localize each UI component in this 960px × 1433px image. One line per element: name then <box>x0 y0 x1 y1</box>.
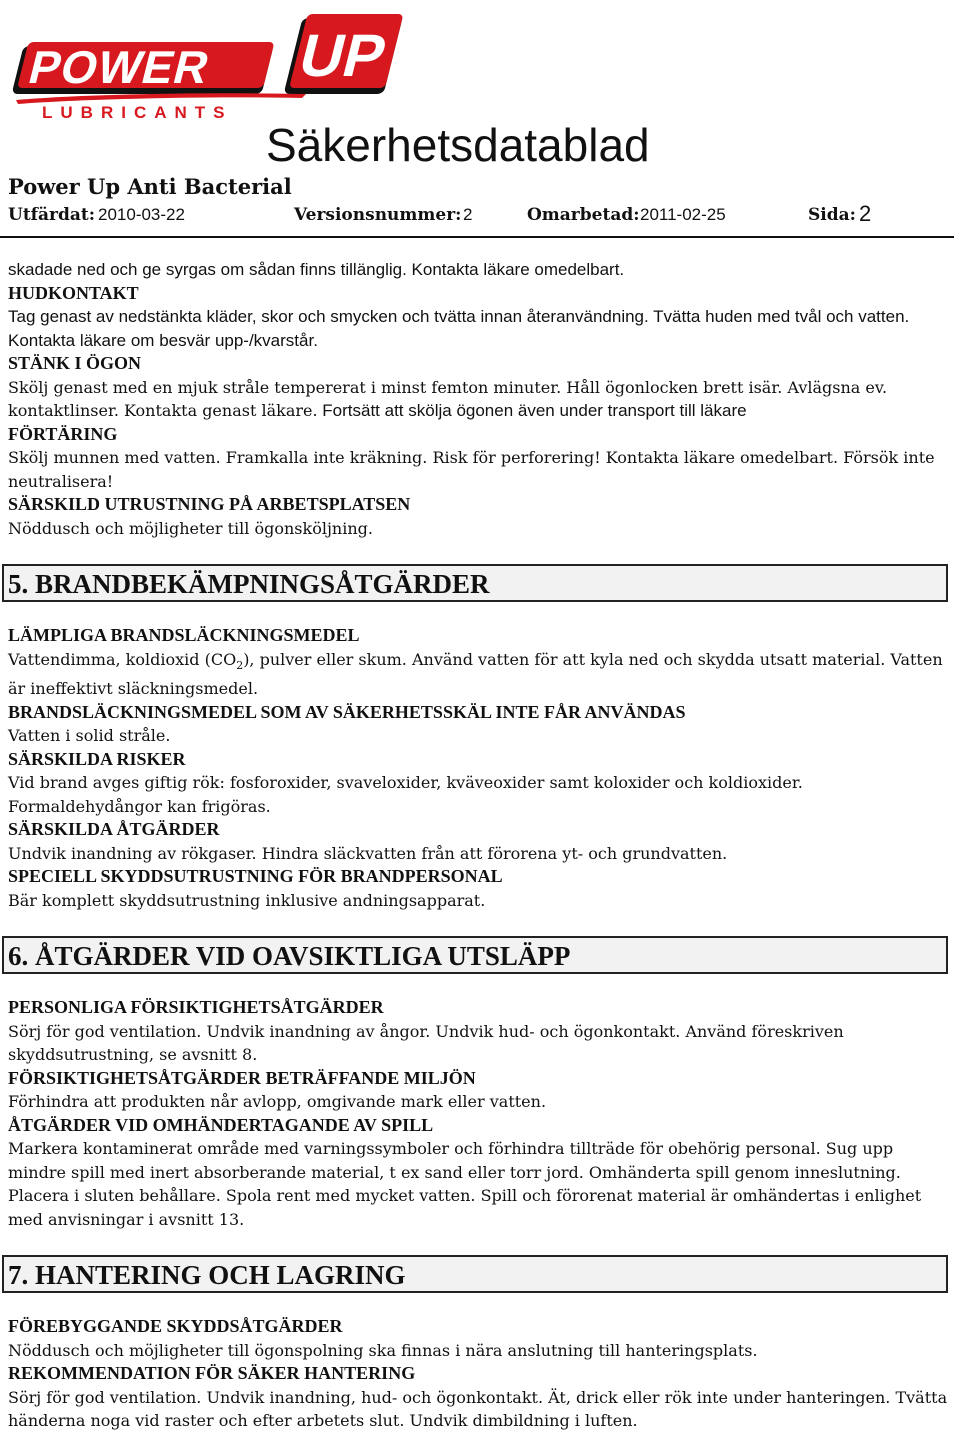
eye-contact-text-a: Skölj genast med en mjuk stråle tempererat i minst femton minuter. Håll ögonlocken brett isär. Avlägsna ev. kontaktlinser. Kontakta genast läkare. <box>8 377 888 420</box>
section-6-title: 6. ÅTGÄRDER VID OAVSIKTLIGA UTSLÄPP <box>8 941 571 972</box>
preventive-measures-text: Nöddusch och möjligheter till ögonspolning ska finnas i nära anslutning till hanteringsplats. <box>8 1340 758 1360</box>
extinguishing-media-text <box>8 648 948 701</box>
eye-contact-heading: STÄNK I ÖGON <box>8 353 142 373</box>
ingestion-text-a: Skölj munnen med vatten. <box>8 448 221 467</box>
personal-precautions-text: Sörj för god ventilation. Undvik inandning av ångor. Undvik hud- och ögonkontakt. Använd föreskriven skyddsutrustning, se avsnitt 8. <box>8 1021 844 1065</box>
environmental-precautions-heading: FÖRSIKTIGHETSÅTGÄRDER BETRÄFFANDE MILJÖN <box>8 1067 476 1088</box>
personal-precautions-heading: PERSONLIGA FÖRSIKTIGHETSÅTGÄRDER <box>8 997 384 1018</box>
svg-text:UP: UP <box>292 21 393 89</box>
section-5-title: 5. BRANDBEKÄMPNINGSÅTGÄRDER <box>8 569 490 599</box>
extinguishing-media-text-b: ), pulver eller skum. Använd vatten för att kyla ned och skydda utsatt material. Vatten är ineffektivt släckningsmedel. <box>8 649 943 699</box>
section-6-header <box>2 936 948 974</box>
extinguishing-media-heading: LÄMPLIGA BRANDSLÄCKNINGSMEDEL <box>8 625 360 645</box>
environmental-precautions-text: Förhindra att produkten når avlopp, omgivande mark eller vatten. <box>8 1092 547 1112</box>
workplace-equipment-heading: SÄRSKILD UTRUSTNING PÅ ARBETSPLATSEN <box>8 494 411 514</box>
section-7-header <box>2 1255 948 1293</box>
power-up-logo <box>6 4 416 120</box>
safe-handling-heading: REKOMMENDATION FÖR SÄKER HANTERING <box>8 1363 416 1384</box>
revised-date: 2011-02-25 <box>640 205 726 224</box>
power-up-logo-graphic <box>6 4 416 120</box>
ingestion-text <box>8 446 948 493</box>
page-label: Sida: <box>808 205 856 225</box>
first-aid-continued-text: skadade ned och ge syrgas om sådan finns tillänglig. Kontakta läkare omedelbart. <box>8 260 625 279</box>
product-name: Power Up Anti Bacterial <box>8 174 292 199</box>
skin-contact-heading: HUDKONTAKT <box>8 282 139 303</box>
version-number: 2 <box>463 205 473 224</box>
version-label: Versionsnummer: <box>294 205 462 225</box>
eye-contact-text-b: Fortsätt att skölja ögonen även under transport till läkare <box>317 401 747 420</box>
co2-subscript: 2 <box>236 658 244 672</box>
spill-cleanup-text: Markera kontaminerat område med varningssymboler och förhindra tillträde för obehörig personal. Sug upp mindre spill med inert absorberande material, t ex sand eller torr jord. Omhänderta spill genom inneslutning. Placera i sluten behållare. Spola rent med mycket vatten. Spill och förorenat material är omhändertas i enlighet med anvisningar i avsnitt 13. <box>8 1139 922 1229</box>
issued-label: Utfärdat: <box>8 205 95 225</box>
firefighter-equipment-heading: SPECIELL SKYDDSUTRUSTNING FÖR BRANDPERSONAL <box>8 866 503 887</box>
document-title: Säkerhetsdatablad <box>266 119 650 171</box>
unsuitable-media-heading: BRANDSLÄCKNINGSMEDEL SOM AV SÄKERHETSSKÄL INTE FÅR ANVÄNDAS <box>8 701 686 722</box>
eye-contact-text <box>8 376 948 423</box>
firefighter-equipment-text: Bär komplett skyddsutrustning inklusive andningsapparat. <box>8 890 486 910</box>
spill-cleanup-heading: ÅTGÄRDER VID OMHÄNDERTAGANDE AV SPILL <box>8 1114 434 1135</box>
issued-date: 2010-03-22 <box>98 205 185 224</box>
ingestion-heading: FÖRTÄRING <box>8 423 118 444</box>
unsuitable-media-text: Vatten i solid stråle. <box>8 726 171 746</box>
safe-handling-text: Sörj för god ventilation. Undvik inandning, hud- och ögonkontakt. Ät, drick eller rök inte under hanteringen. Tvätta händerna noga vid raster och efter arbetets slut. Undvik dimbildning i luften. <box>8 1387 948 1431</box>
svg-text:POWER: POWER <box>23 41 216 93</box>
section-5-header <box>2 564 948 602</box>
page-number: 2 <box>859 201 872 226</box>
document-body <box>8 258 948 1433</box>
workplace-equipment-text: Nöddusch och möjligheter till ögonsköljning. <box>8 518 373 538</box>
extinguishing-media-text-a: Vattendimma, koldioxid (CO <box>8 649 237 669</box>
section-7-title: 7. HANTERING OCH LAGRING <box>8 1260 406 1291</box>
header-divider <box>0 236 954 238</box>
svg-text:LUBRICANTS: LUBRICANTS <box>42 103 233 120</box>
special-measures-text: Undvik inandning av rökgaser. Hindra släckvatten från att förorena yt- och grundvatten. <box>8 843 728 863</box>
special-measures-heading: SÄRSKILDA ÅTGÄRDER <box>8 819 220 840</box>
special-hazards-text: Vid brand avges giftig rök: fosforoxider, svaveloxider, kväveoxider samt koloxider och koldioxider. Formaldehydångor kan frigöras. <box>8 773 803 816</box>
preventive-measures-heading: FÖREBYGGANDE SKYDDSÅTGÄRDER <box>8 1316 343 1337</box>
special-hazards-heading: SÄRSKILDA RISKER <box>8 748 186 769</box>
ingestion-text-b: Framkalla inte kräkning. Risk för perforering! Kontakta läkare omedelbart. Försök inte neutralisera! <box>8 448 935 491</box>
skin-contact-text: Tag genast av nedstänkta kläder, skor och smycken och tvätta innan återanvändning. Tvätta huden med tvål och vatten. Kontakta läkare om besvär upp-/kvarstår. <box>8 307 910 350</box>
document-meta-row <box>8 201 954 233</box>
revised-label: Omarbetad: <box>527 205 640 225</box>
